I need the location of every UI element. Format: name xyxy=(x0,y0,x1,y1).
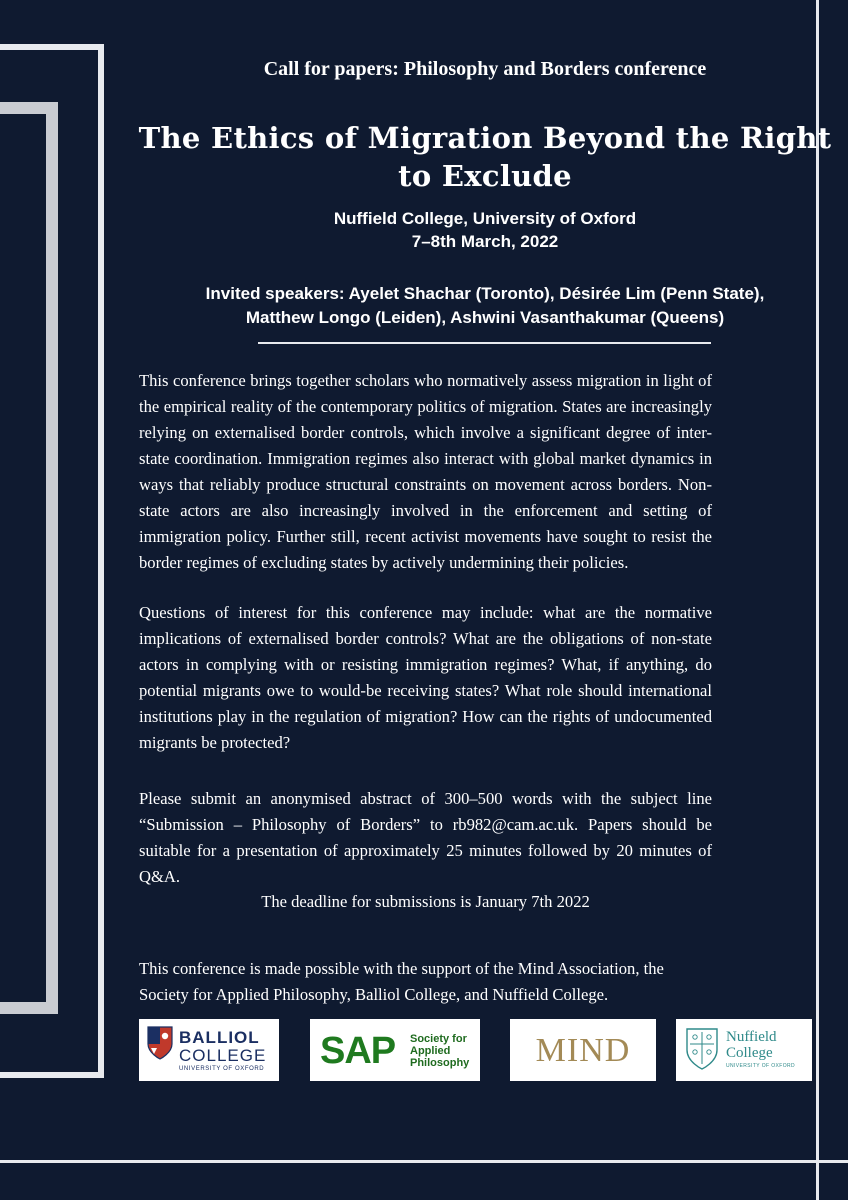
paragraph-support: This conference is made possible with the support of the Mind Association, the Society for Applied Philosophy, Balliol College, and Nuffield College. xyxy=(139,959,664,1004)
deadline-notice: The deadline for submissions is January 7th 2022 xyxy=(261,892,590,911)
mind-association-logo xyxy=(510,1019,656,1081)
nuffield-name xyxy=(726,1029,777,1061)
divider xyxy=(258,342,711,344)
frame-inner-left xyxy=(0,102,58,1014)
sap-text-line-3: Philosophy xyxy=(410,1057,470,1069)
venue: Nuffield College, University of Oxford xyxy=(333,209,637,228)
society-applied-philosophy-logo xyxy=(310,1019,480,1081)
page-title xyxy=(120,120,848,195)
sap-text-line-2: Applied xyxy=(410,1045,451,1057)
sap-text-line-1: Society for xyxy=(410,1033,467,1045)
speakers-line-2: Matthew Longo (Leiden), Ashwini Vasanthakumar (Queens) xyxy=(245,307,725,327)
call-for-papers-heading: Call for papers: Philosophy and Borders conference xyxy=(263,58,707,80)
page-title-line-2: to Exclude xyxy=(398,158,572,193)
paragraph-submission: Please submit an anonymised abstract of 300–500 words with the subject line “Submission – Philosophy of Borders” to rb982@cam.ac.uk. Papers should be suitable for a presentation of approximately 25 minutes followed by 20 minutes of Q&A. xyxy=(139,789,712,886)
dates: 7–8th March, 2022 xyxy=(411,231,559,251)
mind-wordmark: MIND xyxy=(535,1032,631,1069)
page-title-line-1: The Ethics of Migration Beyond the Right xyxy=(138,121,832,155)
nuffield-name-line-1: Nuffield xyxy=(726,1029,777,1045)
invited-speakers xyxy=(120,282,848,330)
balliol-name-line-1: BALLIOL xyxy=(179,1028,260,1047)
balliol-shield-icon xyxy=(147,1026,173,1060)
balliol-university-line: UNIVERSITY OF OXFORD xyxy=(179,1066,265,1072)
speakers-line-1: Invited speakers: Ayelet Shachar (Toronto), Désirée Lim (Penn State), xyxy=(205,284,765,303)
sap-text xyxy=(410,1033,469,1069)
venue-block xyxy=(120,208,848,254)
nuffield-name-line-2: College xyxy=(726,1045,773,1061)
frame-bottom-line xyxy=(0,1160,848,1163)
sap-mark: SAP xyxy=(320,1030,396,1072)
nuffield-university-line: UNIVERSITY OF OXFORD xyxy=(726,1063,796,1069)
nuffield-crest-icon xyxy=(684,1026,720,1072)
balliol-name-line-2: COLLEGE xyxy=(179,1046,267,1065)
paragraph-questions: Questions of interest for this conference may include: what are the normative implications of externalised border controls? What are the obligations of non-state actors in complying with or resisting immigration regimes? What, if anything, do potential migrants owe to would-be receiving states? What role should international institutions play in the regulation of migration? How can the rights of undocumented migrants be protected? xyxy=(139,603,712,752)
nuffield-college-logo xyxy=(676,1019,812,1081)
balliol-college-logo xyxy=(139,1019,279,1081)
paragraph-intro: This conference brings together scholars who normatively assess migration in light of the empirical reality of the contemporary politics of migration. States are increasingly relying on externalised border controls, which involve a significant degree of inter-state coordination. Immigration regimes also interact with global market dynamics in ways that reliably produce structural constraints on movement across borders. Non-state actors are also increasingly involved in the enforcement and setting of immigration policy. Further still, recent activist movements have sought to resist the border regimes of excluding states by actively undermining their policies. xyxy=(139,371,712,572)
